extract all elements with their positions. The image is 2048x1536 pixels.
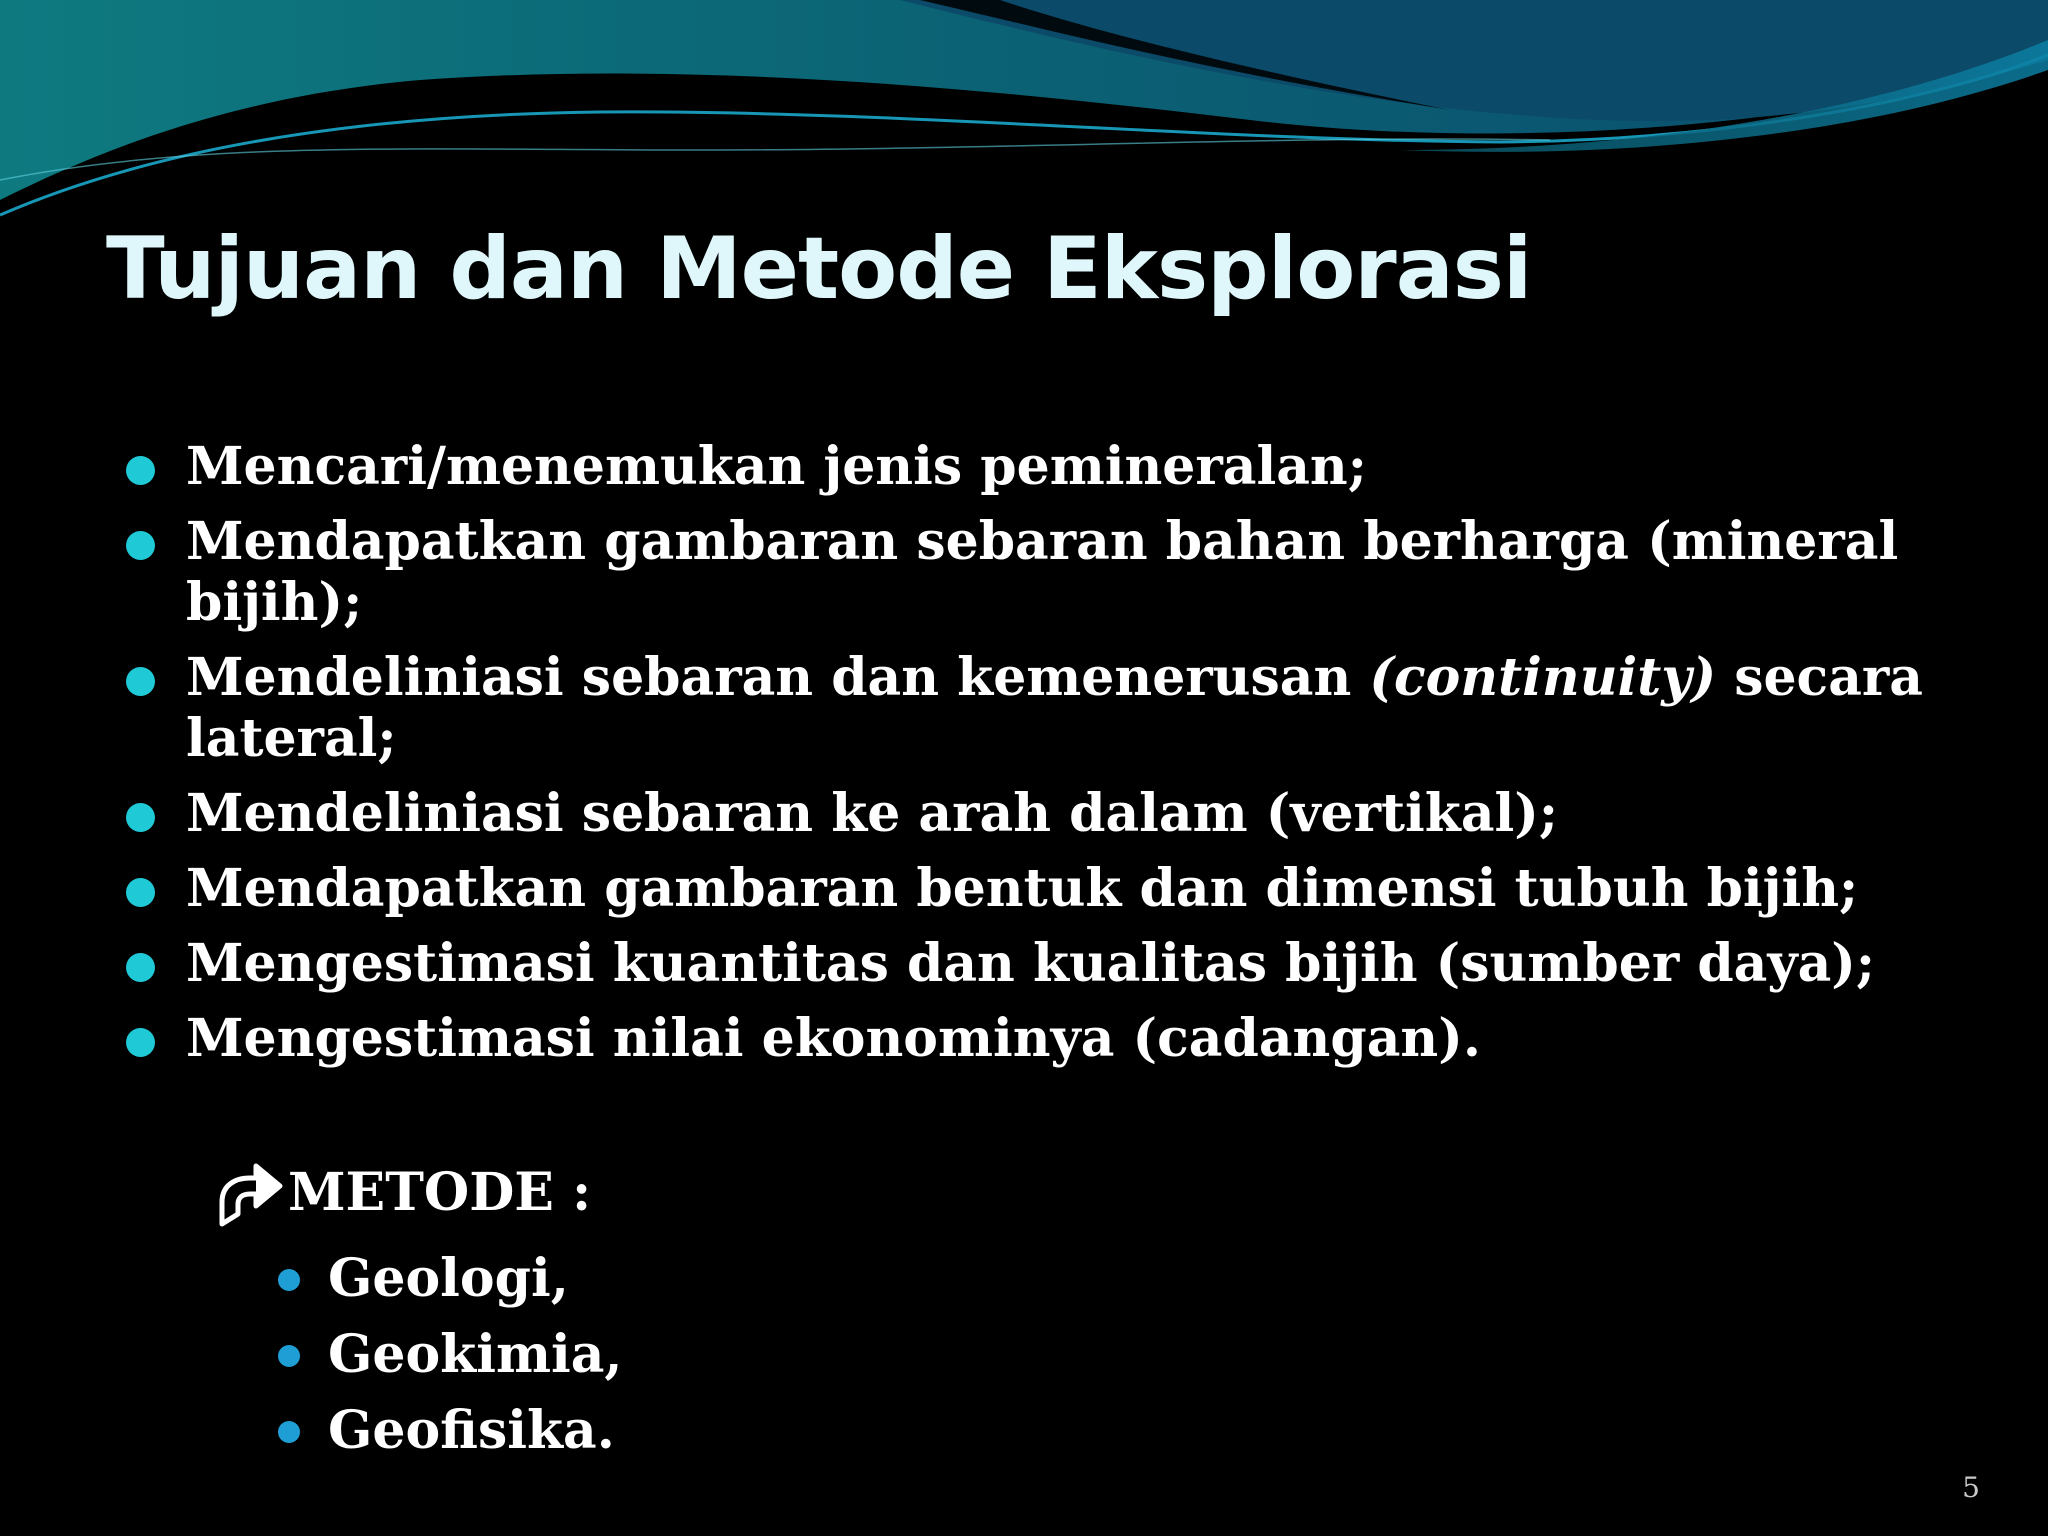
list-item: [278, 1396, 623, 1466]
bullet-dot-icon: [278, 1269, 300, 1291]
bullet-dot-icon: [126, 531, 155, 560]
page-number: 5: [1962, 1471, 1980, 1504]
metode-label: METODE :: [288, 1162, 592, 1223]
list-item: [126, 647, 1926, 769]
bullet-dot-icon: [278, 1421, 300, 1443]
method-label: Geokimia,: [328, 1324, 623, 1385]
list-item-text: Mendapatkan gambaran bentuk dan dimensi tubuh bijih;: [186, 858, 1859, 919]
method-label: Geologi,: [328, 1248, 569, 1309]
list-item: [126, 858, 1926, 919]
slide-title: Tujuan dan Metode Eksplorasi: [106, 219, 1532, 319]
bullet-dot-icon: [126, 953, 155, 982]
methods-list: [278, 1244, 623, 1472]
bullet-dot-icon: [126, 1028, 155, 1057]
method-label: Geofisika.: [328, 1400, 615, 1461]
list-item: [126, 436, 1926, 497]
list-item: [126, 511, 1926, 633]
list-item-italic-term: (continuity): [1369, 647, 1717, 708]
list-item-text: Mengestimasi kuantitas dan kualitas bijih (sumber daya);: [186, 933, 1876, 994]
curved-arrow-icon: [216, 1158, 284, 1228]
bullet-dot-icon: [126, 456, 155, 485]
list-item-text: Mengestimasi nilai ekonominya (cadangan).: [186, 1008, 1481, 1069]
list-item: [126, 933, 1926, 994]
list-item: [278, 1244, 623, 1314]
list-item-text: Mendeliniasi sebaran ke arah dalam (vertikal);: [186, 783, 1559, 844]
list-item-text: Mendapatkan gambaran sebaran bahan berharga (mineral bijih);: [186, 511, 1899, 633]
list-item: [126, 1008, 1926, 1069]
list-item-text: Mendeliniasi sebaran dan kemenerusan: [186, 647, 1370, 708]
bullet-dot-icon: [126, 667, 155, 696]
bullet-dot-icon: [126, 803, 155, 832]
header-wave-decoration: [0, 0, 2048, 240]
list-item: [126, 783, 1926, 844]
list-item-text: Mencari/menemukan jenis pemineralan;: [186, 436, 1367, 497]
bullet-dot-icon: [126, 878, 155, 907]
list-item: [278, 1320, 623, 1390]
list-item-text-end: secara lateral;: [186, 647, 1924, 769]
bullet-dot-icon: [278, 1345, 300, 1367]
objectives-list: [126, 436, 1926, 1083]
